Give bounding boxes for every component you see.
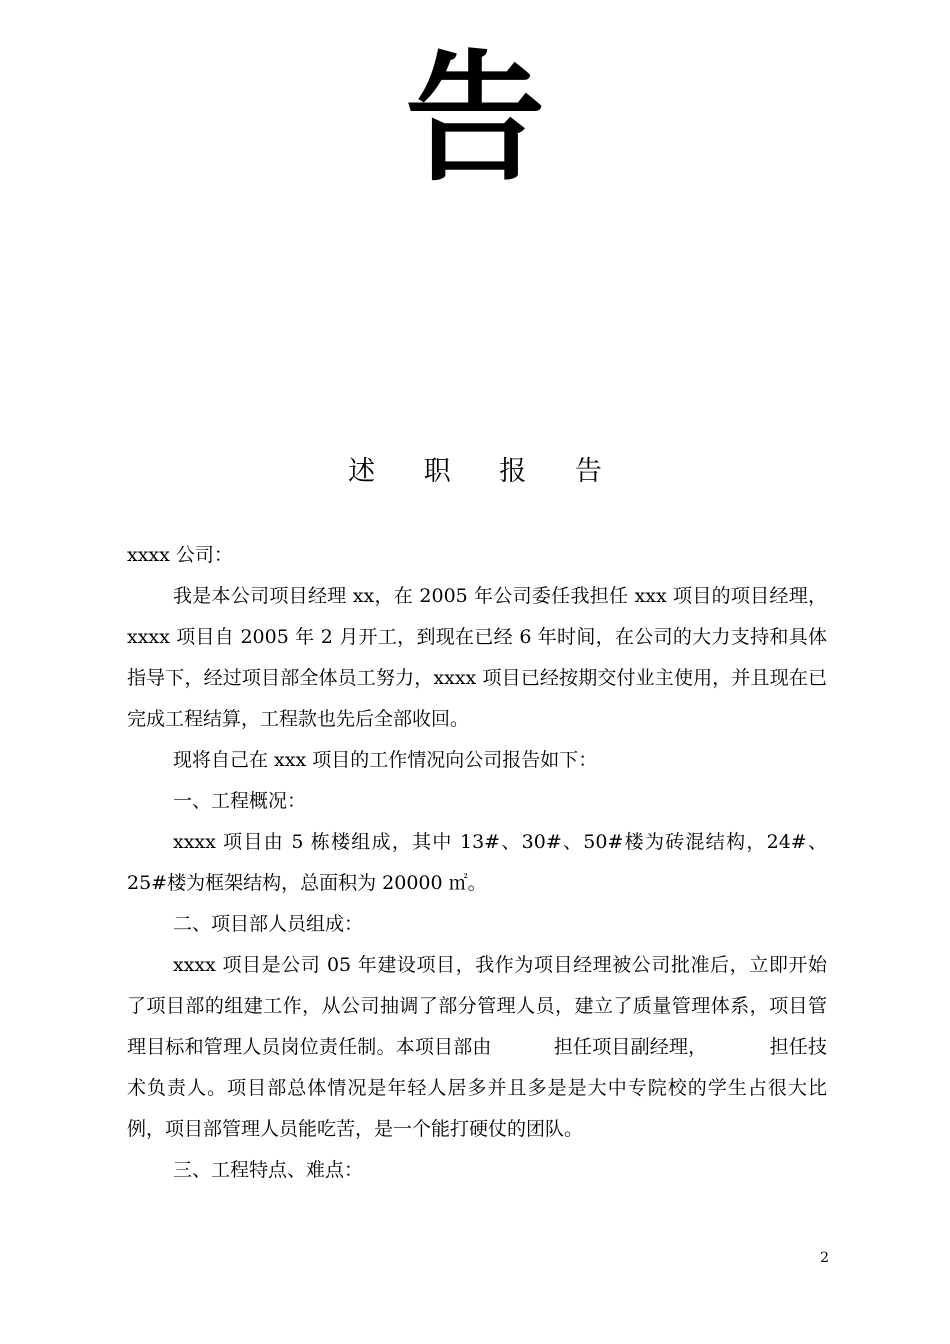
section-text-staff: xxxx 项目是公司 05 年建设项目，我作为项目经理被公司批准后，立即开始了项目部的组建工作，从公司抽调了部分管理人员，建立了质量管理体系，项目管理目标和管理人员岗位责任制。本项目部由 担任项目副经理， 担任技术负责人。项目部总体情况是年轻人居多并且多是是大中专院校的学生占很大比例，项目部管理人员能吃苦，是一个能打硬仗的团队。	[127, 954, 827, 1140]
page-number: 2	[820, 1250, 829, 1266]
document-title: 述 职 报 告	[348, 456, 622, 487]
section-heading-staff: 二、项目部人员组成：	[173, 913, 364, 935]
section-text-overview: xxxx 项目由 5 栋楼组成，其中 13#、30#、50#楼为砖混结构，24#、25#楼为框架结构，总面积为 20000 ㎡。	[127, 831, 827, 894]
cover-title-fragment: 告	[404, 38, 545, 201]
paragraph-report-lead: 现将自己在 xxx 项目的工作情况向公司报告如下：	[173, 749, 598, 771]
section-heading-overview: 一、工程概况：	[173, 790, 307, 812]
salutation: xxxx 公司：	[127, 544, 233, 566]
section-heading-features: 三、工程特点、难点：	[173, 1159, 364, 1181]
document-body	[127, 535, 827, 1191]
paragraph-intro: 我是本公司项目经理 xx，在 2005 年公司委任我担任 xxx 项目的项目经理，xxxx 项目自 2005 年 2 月开工，到现在已经 6 年时间，在公司的大力支持和具体指导下，经过项目部全体员工努力，xxxx 项目已经按期交付业主使用，并且现在已完成工程结算，工程款也先后全部收回。	[127, 585, 827, 730]
